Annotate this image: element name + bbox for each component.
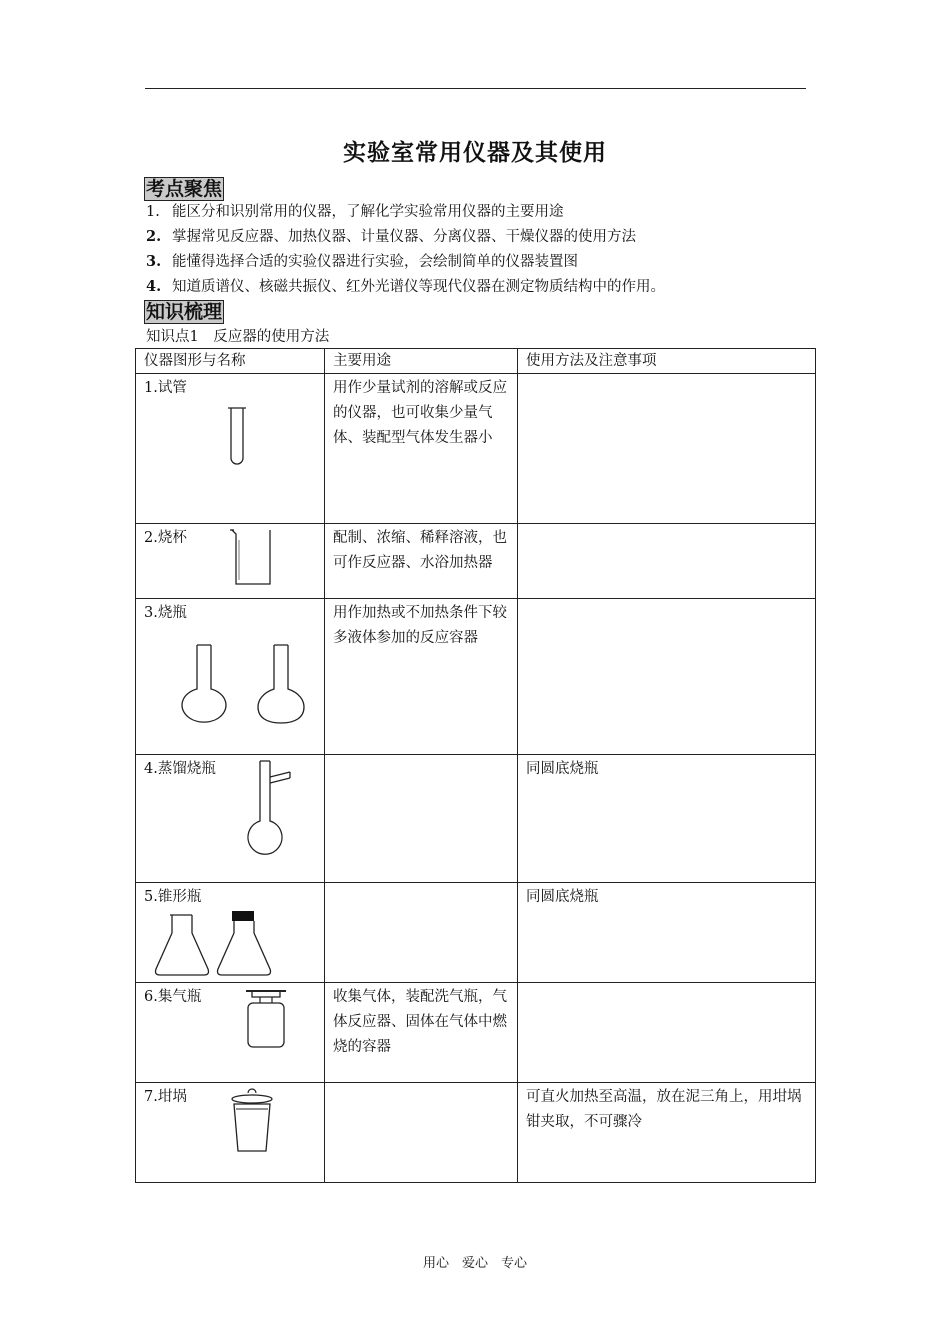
header-rule: [145, 88, 806, 89]
notes-cell: [518, 374, 816, 524]
table-header-row: [136, 349, 816, 374]
objective-text: 掌握常见反应器、加热仪器、计量仪器、分离仪器、干燥仪器的使用方法: [172, 229, 636, 245]
table-row: [136, 755, 816, 883]
objective-number: 4.: [146, 278, 162, 295]
instrument-cell: [136, 883, 325, 983]
instrument-name: 6.集气瓶: [144, 989, 202, 1005]
table-row: [136, 883, 816, 983]
usage-cell: [325, 755, 518, 883]
usage-cell: 用作少量试剂的溶解或反应的仪器，也可收集少量气体、装配型气体发生器小: [325, 374, 518, 524]
section-heading-knowledge: 知识梳理: [146, 301, 223, 323]
instrument-cell: [136, 1083, 325, 1183]
table-row: [136, 983, 816, 1083]
objective-item: [146, 277, 665, 297]
crucible-icon: [228, 1087, 276, 1157]
table-header-cell: 主要用途: [325, 349, 518, 374]
objective-text: 能懂得选择合适的实验仪器进行实验，会绘制简单的仪器装置图: [172, 254, 578, 270]
beaker-icon: [228, 528, 276, 588]
notes-cell: [518, 983, 816, 1083]
stoppered-conical-flask-icon: [214, 909, 274, 977]
usage-cell: [325, 1083, 518, 1183]
gas-jar-icon: [242, 989, 290, 1051]
notes-cell: [518, 599, 816, 755]
instrument-cell: [136, 755, 325, 883]
usage-cell: 用作加热或不加热条件下较多液体参加的反应容器: [325, 599, 518, 755]
section-heading-focus: 考点聚焦: [146, 178, 223, 200]
instrument-name: 3.烧瓶: [144, 605, 187, 621]
flat-bottom-flask-icon: [256, 643, 306, 725]
instrument-cell: [136, 524, 325, 599]
round-bottom-flask-icon: [179, 643, 229, 725]
knowledge-point-subtitle: 知识点1 反应器的使用方法: [146, 329, 330, 345]
table-header-cell: 仪器图形与名称: [136, 349, 325, 374]
instrument-name: 4.蒸馏烧瓶: [144, 761, 216, 777]
instrument-table: [135, 348, 816, 1183]
distillation-flask-icon: [242, 759, 294, 859]
objective-number: 2.: [146, 228, 162, 245]
conical-flask-icon: [152, 913, 212, 977]
objective-item: [146, 252, 578, 272]
instrument-name: 7.坩埚: [144, 1089, 187, 1105]
table-row: [136, 374, 816, 524]
table-row: [136, 1083, 816, 1183]
table-row: [136, 524, 816, 599]
instrument-cell: [136, 599, 325, 755]
objective-number: 1.: [146, 204, 160, 220]
objective-item: [146, 227, 636, 247]
instrument-name: 5.锥形瓶: [144, 889, 202, 905]
instrument-cell: [136, 983, 325, 1083]
objective-number: 3.: [146, 253, 162, 270]
notes-cell: 可直火加热至高温，放在泥三角上，用坩埚钳夹取，不可骤冷: [518, 1083, 816, 1183]
usage-cell: [325, 883, 518, 983]
instrument-name: 1.试管: [144, 380, 187, 396]
page-footer: 用心 爱心 专心: [422, 1256, 527, 1271]
usage-cell: 收集气体，装配洗气瓶，气体反应器、固体在气体中燃烧的容器: [325, 983, 518, 1083]
notes-cell: [518, 524, 816, 599]
table-header-cell: 使用方法及注意事项: [518, 349, 816, 374]
objective-item: [146, 202, 564, 222]
instrument-name: 2.烧杯: [144, 530, 187, 546]
objective-text: 知道质谱仪、核磁共振仪、红外光谱仪等现代仪器在测定物质结构中的作用。: [172, 279, 665, 295]
objective-text: 能区分和识别常用的仪器，了解化学实验常用仪器的主要用途: [172, 204, 564, 220]
notes-cell: 同圆底烧瓶: [518, 755, 816, 883]
table-row: [136, 599, 816, 755]
page-title: 实验室常用仪器及其使用: [343, 140, 607, 166]
usage-cell: 配制、浓缩、稀释溶液，也可作反应器、水浴加热器: [325, 524, 518, 599]
notes-cell: 同圆底烧瓶: [518, 883, 816, 983]
instrument-cell: [136, 374, 325, 524]
test-tube-icon: [224, 406, 250, 470]
